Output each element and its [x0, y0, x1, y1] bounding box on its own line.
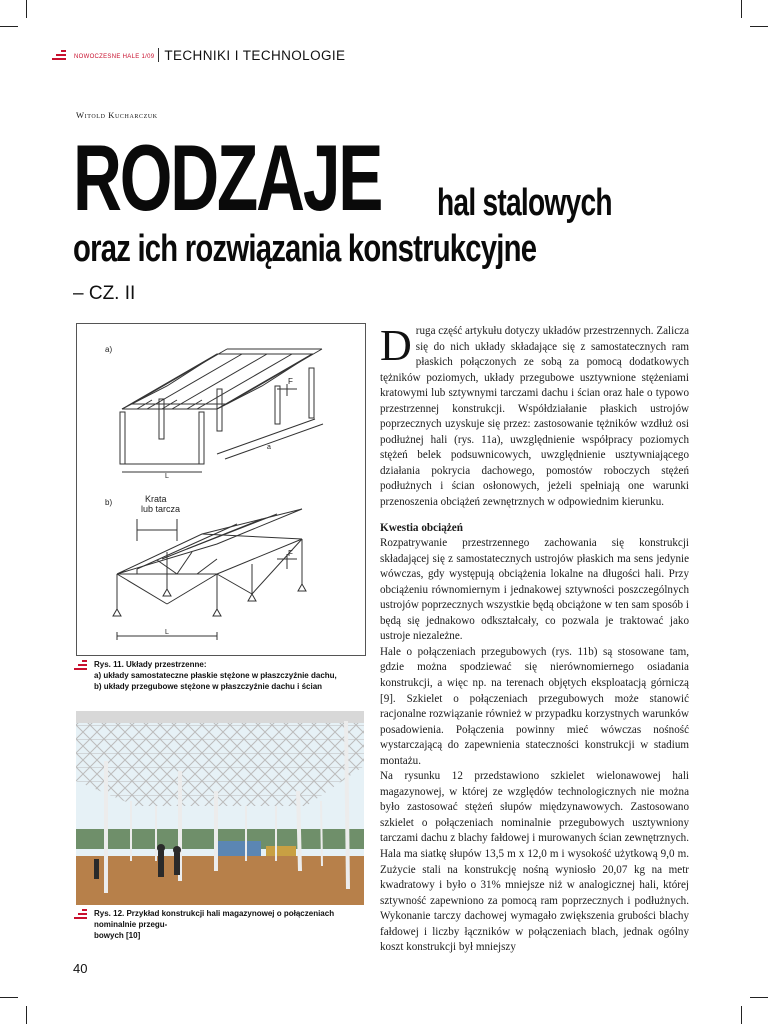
label-force-a: F	[288, 377, 293, 386]
paragraph-example: Na rysunku 12 przedstawiono szkielet wielonawowej hali magazynowej, w której ze względów technologicznych nie można było zastosować stężeń słupów międzynawowych. Zastosowano szkielet o połączeniach nominalnie przegubowych usztywniony tarczami dachu z blachy fałdowej i murowanych ścian zewnętrznych. Hala ma siatkę słupów 13,5 m x 12,0 m i wysokość użytkową 9,0 m. Zużycie stali na konstrukcję nośną wyniosło 20,07 kg na metr kwadratowy i było o 31% mniejsze niż w analogicznej hali, której sztywność zapewniono za pomocą ram poprzecznych i podłużnych. Wykonanie tarczy dachowej wymagało zwiększenia grubości blachy fałdowej i liczby łączników w połączeniach blach, jednak ogólny koszt konstrukcji był mniejszy	[380, 770, 689, 954]
label-b: b)	[105, 498, 113, 507]
caption-item-b: b) układy przegubowe stężone w płaszczyźnie dachu i ścian	[94, 682, 323, 691]
magazine-name: NOWOCZESNE HALE 1/09	[74, 54, 155, 60]
structural-drawing	[77, 324, 365, 655]
crop-mark	[26, 1006, 27, 1024]
caption-line-2: bowych [10]	[94, 931, 141, 940]
crop-mark	[741, 1006, 742, 1024]
article-part: – CZ. II	[73, 283, 136, 304]
section-heading: Kwestia obciążeń	[380, 521, 463, 534]
article-body	[380, 321, 689, 956]
crop-mark	[0, 26, 18, 27]
magazine-logo-icon	[52, 49, 68, 61]
header-divider	[158, 48, 159, 62]
crop-mark	[750, 26, 768, 27]
figure-12-caption	[94, 908, 372, 941]
paragraph-intro-text: ruga część artykułu dotyczy układów przestrzennych. Zalicza się do nich układy składające się z samostatecznych ram płaskich połączonych ze sobą za pomocą dodatkowych tężników poziomych, układy przegubowe usztywnione stężeniami kratowymi lub sztywnymi tarczami dachu i ścian oraz hale o typowo przestrzennej konstrukcji. Współdziałanie płaskich ustrojów poprzecznych uzyskuje się przez: zastosowanie tężników wzdłuż osi podłużnej hali (rys. 11a), uwzględnienie współpracy poziomych stężeń belek podsuwnicowych, uwzględnienie usztywniającego działania pokrycia dachowego, pomostów roboczych stężeń podłużnych i ścian osłonowych, jeżeli spełniają one warunki przenoszenia obciążeń zewnętrznych w odpowiednim kierunku.	[380, 325, 689, 509]
caption-line-1: Rys. 12. Przykład konstrukcji hali magazynowej o połączeniach nominalnie przegu-	[94, 909, 335, 929]
paragraph-loads: Rozpatrywanie przestrzennego zachowania się konstrukcji składającej się z samostatecznych ustrojów płaskich ma sens jedynie wówczas, gdy występują obciążenia lokalne na długości hali. Przy obciążeniu równomiernym i jednakowej sztywności poszczególnych ustrojów poprzecznych wszystkie będą obciążone w ten sam sposób i będą się jednakowo odkształcały, co pozwala je traktować jako ustroje niezależne.	[380, 537, 689, 643]
title-main: RODZAJE	[73, 125, 382, 230]
crop-mark	[750, 997, 768, 998]
running-header	[52, 46, 345, 64]
label-force-b: F	[288, 549, 293, 558]
crop-mark	[0, 997, 18, 998]
note-lub-tarcza: lub tarcza	[141, 504, 181, 514]
warehouse-photo	[76, 711, 364, 905]
figure-11-drawing	[76, 323, 366, 656]
label-span-b: L	[165, 629, 169, 636]
title-suffix: hal stalowych	[437, 182, 612, 224]
figure-11-caption	[94, 659, 364, 692]
label-bay: a	[267, 444, 271, 451]
label-span-a: L	[165, 473, 169, 480]
caption-item-a: a) układy samostateczne płaskie stężone w płaszczyźnie dachu,	[94, 671, 337, 680]
figure-12-photo	[76, 711, 364, 905]
paragraph-intro	[380, 321, 689, 511]
page-number: 40	[73, 961, 88, 976]
drop-cap: D	[380, 321, 412, 370]
crop-mark	[741, 0, 742, 18]
caption-label: Rys. 11. Układy przestrzenne:	[94, 660, 207, 669]
label-a: a)	[105, 345, 113, 354]
title-second-line: oraz ich rozwiązania konstrukcyjne	[73, 228, 537, 270]
caption-marker-icon	[74, 660, 88, 670]
crop-mark	[26, 0, 27, 18]
paragraph-hinged: Hale o połączeniach przegubowych (rys. 11b) są stosowane tam, gdzie można spodziewać się nierównomiernego osiadania konstrukcji, a więc np. na terenach objętych eksploatacją górniczą [9]. Szkielet o połączeniach przegubowych może stanowić racjonalne rozwiązanie również w przypadku korzystnych warunków posadowienia. Połączenia powinny mieć wówczas nośność wystarczającą do zapewnienia stateczności konstrukcji w stadium montażu.	[380, 645, 689, 767]
section-title: TECHNIKI I TECHNOLOGIE	[164, 47, 346, 63]
caption-marker-icon	[74, 909, 88, 919]
note-krata: Krata	[145, 494, 167, 504]
author: Witold Kucharczuk	[76, 110, 158, 120]
